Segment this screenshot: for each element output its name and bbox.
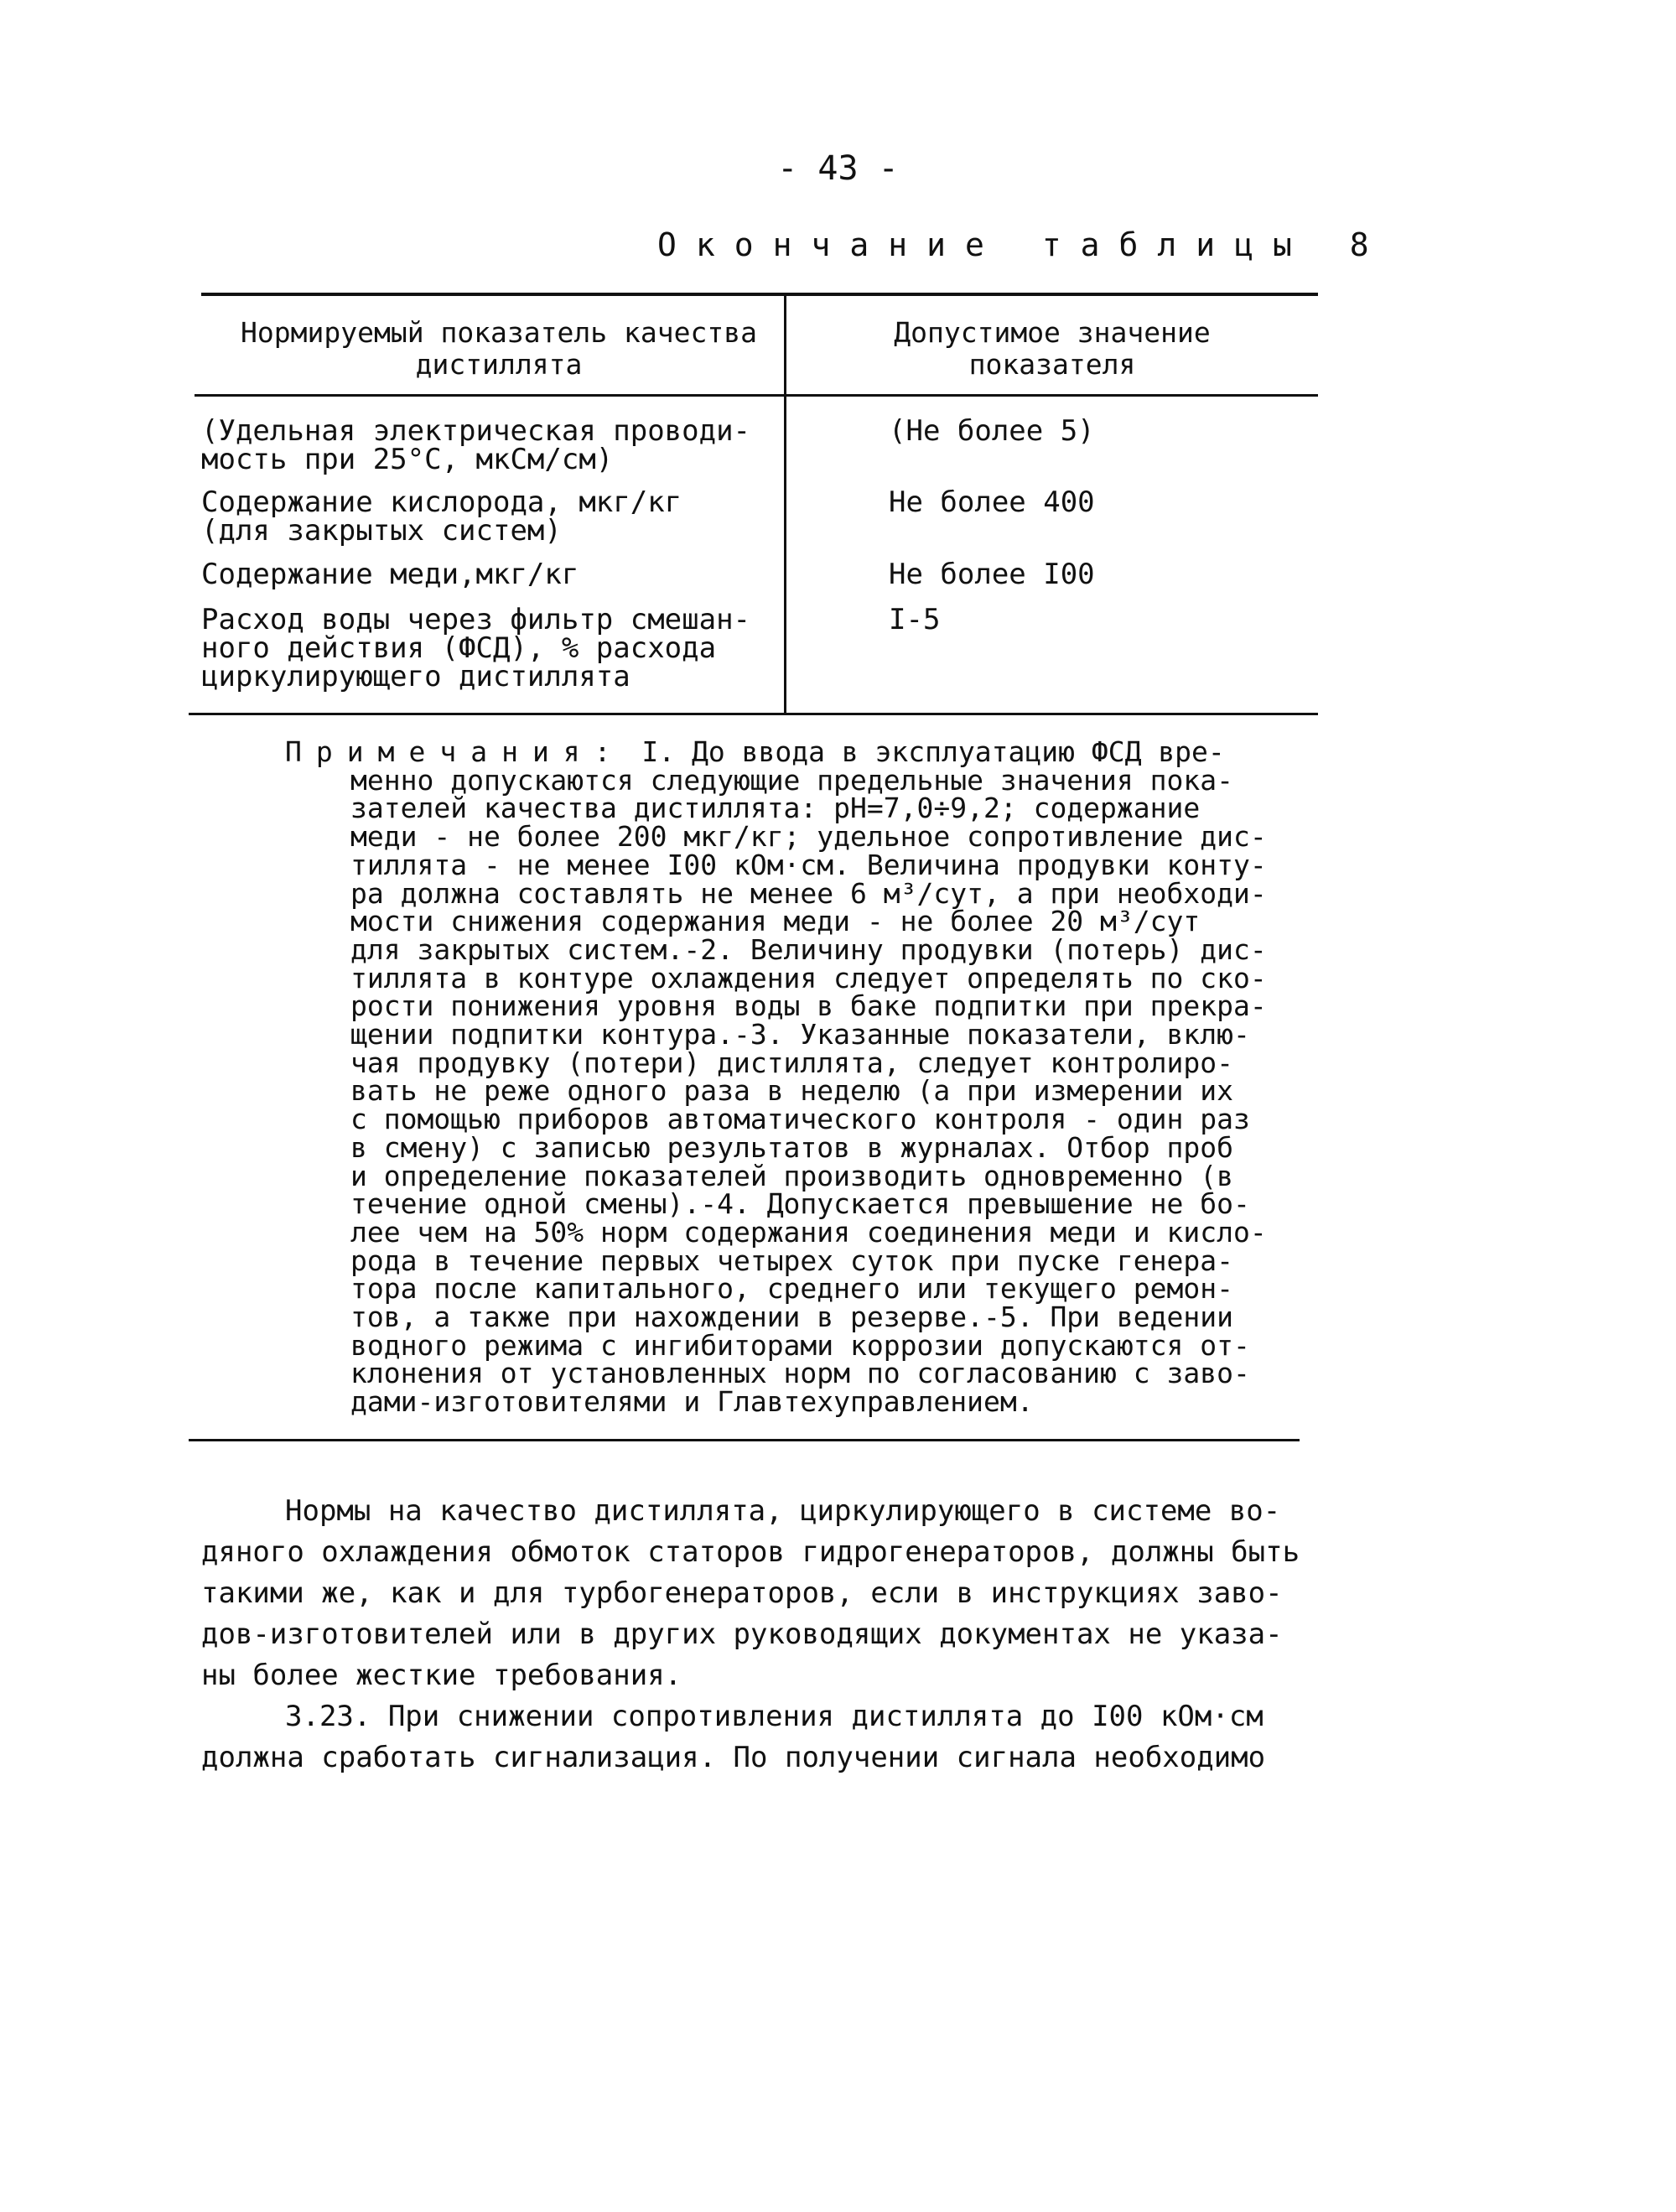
table-row [201,605,750,691]
notes-line: тов, а также при нахождении в резерве.-5. При ведении [350,1301,1233,1334]
row-indicator-line: Содержание меди,мкг/кг [201,558,579,591]
row-indicator-line: мость при 25°С, мкСм/см) [201,443,614,476]
notes-line: мости снижения содержания меди - не более 20 м³/сут [350,905,1201,938]
table-row [201,414,751,476]
notes-line: чая продувку (потери) дистиллята, следует контролиро- [350,1046,1233,1079]
paragraph-line: 3.23. При снижении сопротивления дистиллята до I00 кОм·см [285,1700,1263,1733]
notes-line: клонения от установленных норм по согласованию с заво- [350,1357,1250,1390]
notes-line: тиллята в контуре охлаждения следует определять по ско- [350,961,1267,994]
row-indicator-line: (для закрытых систем) [201,514,562,548]
paragraph-line: ны более жесткие требования. [201,1659,682,1692]
body-text [201,1491,1325,1778]
table-header-value [805,317,1300,381]
notes-line: в смену) с записью результатов в журналах. Отбор проб [350,1130,1233,1164]
notes-line: рода в течение первых четырех суток при пуске генера- [350,1244,1233,1277]
notes-bottom-rule [189,1439,1300,1441]
notes-line: рости понижения уровня воды в баке подпитки при прекра- [350,989,1267,1023]
notes-line: менно допускаются следующие предельные значения пока- [350,763,1233,797]
notes-line: зателей качества дистиллята: рН=7,0÷9,2; содержание [350,792,1201,825]
table-bottom-rule [189,713,1318,715]
paragraph-line: дов-изготовителей или в других руководящих документах не указа- [201,1617,1283,1651]
row-value: Не более I00 [889,558,1095,591]
notes-line: щении подпитки контура.-3. Указанные показатели, вклю- [350,1018,1250,1051]
table-column-divider [784,294,786,714]
row-value: Не более 400 [889,485,1095,519]
notes-line: для закрытых систем.-2. Величину продувки (потерь) дис- [350,932,1267,966]
notes-line: с помощью приборов автоматического контроля - один раз [350,1103,1250,1136]
row-indicator-line: (Удельная электрическая проводи- [201,414,751,448]
table-row [201,560,579,589]
notes-first-line: I. До ввода в эксплуатацию ФСД вре- [625,735,1225,768]
paragraph-line: Нормы на качество дистиллята, циркулирующего в системе во- [285,1494,1281,1528]
notes-line: тиллята - не менее I00 кОм·см. Величина продувки конту- [350,848,1267,881]
notes-line: меди - не более 200 мкг/кг; удельное сопротивление дис- [350,820,1267,854]
table-top-rule [201,293,1318,296]
notes-line: ра должна составлять не менее 6 м³/сут, а при необходи- [350,876,1267,910]
notes-label: Примечания: [285,735,625,768]
header-indicator-text: Нормируемый показатель качества дистиллята [241,316,757,381]
table-caption: Окончание таблицы 8 [657,226,1388,263]
notes-line: и определение показателей производить одновременно (в [350,1159,1233,1192]
page-number: - 43 - [777,149,899,188]
notes-line: вать не реже одного раза в неделю (а при измерении их [350,1074,1233,1108]
notes-line: водного режима с ингибиторами коррозии допускаются от- [350,1328,1250,1362]
row-indicator-line: Содержание кислорода, мкг/кг [201,485,682,519]
notes-line: течение одной смены).-4. Допускается превышение не бо- [350,1187,1250,1221]
paragraph-line: такими же, как и для турбогенераторов, если в инструкциях заво- [201,1576,1283,1610]
row-indicator-line: циркулирующего дистиллята [201,660,630,693]
header-value-text: Допустимое значение показателя [894,316,1211,381]
row-value: (Не более 5) [889,414,1095,448]
row-indicator-line: Расход воды через фильтр смешан- [201,603,751,636]
table-row [201,485,682,548]
row-value: I-5 [889,603,941,636]
table-header-indicator [222,317,776,381]
notes-line: лее чем на 50% норм содержания соединения меди и кисло- [350,1215,1267,1249]
table-header-rule [195,394,1318,397]
notes-line: дами-изготовителями и Главтехуправлением. [350,1385,1034,1419]
row-indicator-line: ного действия (ФСД), % расхода [201,631,717,665]
notes-line: тора после капитального, среднего или текущего ремон- [350,1272,1233,1306]
paragraph-line: должна сработать сигнализация. По получении сигнала необходимо [201,1741,1266,1774]
table-notes [285,735,1333,1419]
paragraph-line: дяного охлаждения обмоток статоров гидрогенераторов, должны быть [201,1535,1300,1569]
